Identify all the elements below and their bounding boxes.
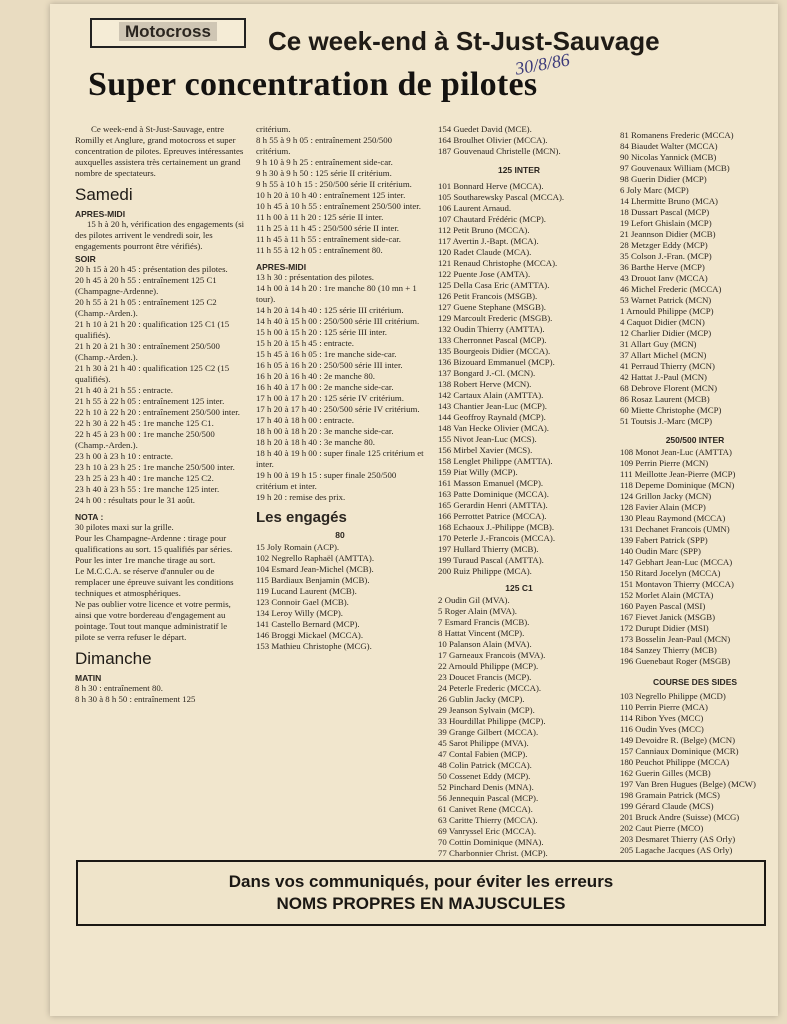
250-500-inter-heading: 250/500 INTER bbox=[665, 435, 725, 445]
list-item: 106 Laurent Arnaud. bbox=[438, 203, 512, 213]
list-item: 11 h 25 à 11 h 45 : 250/500 série II inter. bbox=[256, 223, 400, 233]
apres-midi-text: 15 h à 20 h, vérification des engagements (si des pilotes arrivent le vendredi soir, les engagements pourront être vérifiés). bbox=[75, 219, 245, 251]
list-item: 18 h 40 à 19 h 00 : super finale 125 critérium et inter. bbox=[256, 448, 424, 469]
banner-line-1: Dans vos communiqués, pour éviter les erreurs bbox=[228, 872, 614, 891]
list-item: 164 Broulhet Olivier (MCCA). bbox=[438, 135, 548, 145]
list-item: 144 Geoffroy Raynald (MCP). bbox=[438, 412, 546, 422]
soir-list bbox=[75, 264, 247, 506]
list-item: 205 Lagache Jacques (AS Orly) bbox=[620, 845, 733, 855]
list-item: 107 Chautard Frédéric (MCP). bbox=[438, 214, 546, 224]
dimanche-heading: Dimanche bbox=[75, 649, 152, 668]
list-80 bbox=[256, 542, 424, 652]
list-item: 8 h 55 à 9 h 05 : entraînement 250/500 critérium. bbox=[256, 135, 393, 156]
list-item: 23 h 40 à 23 h 55 : 1re manche 125 inter. bbox=[75, 484, 220, 494]
list-item: 10 h 20 à 10 h 40 : entraînement 125 inter. bbox=[256, 190, 406, 200]
list-item: 135 Bourgeois Didier (MCCA). bbox=[438, 346, 551, 356]
list-item: 6 Joly Marc (MCP) bbox=[620, 185, 689, 195]
list-item: 161 Masson Emanuel (MCP). bbox=[438, 478, 544, 488]
list-80-continued bbox=[438, 124, 600, 157]
list-item: 14 h 00 à 14 h 20 : 1re manche 80 (10 mn + 1 tour). bbox=[256, 283, 417, 304]
list-item: 139 Fabert Patrick (SPP) bbox=[620, 535, 708, 545]
list-item: 173 Bosselin Jean-Paul (MCN) bbox=[620, 634, 731, 644]
list-item: 16 h 40 à 17 h 00 : 2e manche side-car. bbox=[256, 382, 394, 392]
list-item: 21 h 20 à 21 h 30 : entraînement 250/500 (Champ.-Arden.). bbox=[75, 341, 220, 362]
list-item: 17 h 20 à 17 h 40 : 250/500 série IV critérium. bbox=[256, 404, 420, 414]
list-item: 125 Della Casa Eric (AMTTA). bbox=[438, 280, 550, 290]
list-item: 21 Jeannson Didier (MCB) bbox=[620, 229, 716, 239]
course-des-sides-heading: COURSE DES SIDES bbox=[652, 677, 738, 687]
list-item: 180 Peuchot Philippe (MCCA) bbox=[620, 757, 730, 767]
list-item: 127 Guene Stephane (MSGB). bbox=[438, 302, 546, 312]
list-item: 24 h 00 : résultats pour le 31 août. bbox=[75, 495, 195, 505]
list-item: 163 Patte Dominique (MCCA). bbox=[438, 489, 549, 499]
samedi-heading: Samedi bbox=[75, 185, 133, 204]
banner-line-2: NOMS PROPRES EN MAJUSCULES bbox=[276, 894, 566, 913]
list-item: 159 Piat Willy (MCP). bbox=[438, 467, 518, 477]
125-c1-heading: 125 C1 bbox=[505, 583, 533, 593]
list-item: 51 Toutsis J.-Marc (MCP) bbox=[620, 416, 713, 426]
list-item: 17 h 00 à 17 h 20 : 125 série IV critérium. bbox=[256, 393, 404, 403]
list-item: 4 Caquot Didier (MCN) bbox=[620, 317, 705, 327]
list-item: 23 h 10 à 23 h 25 : 1re manche 250/500 inter. bbox=[75, 462, 235, 472]
list-item: 21 h 55 à 22 h 05 : entraînement 125 inter. bbox=[75, 396, 225, 406]
list-item: 7 Esmard Francis (MCB). bbox=[438, 617, 530, 627]
list-item: 18 Dussart Pascal (MCP) bbox=[620, 207, 710, 217]
list-item: 149 Devoidre R. (Belge) (MCN) bbox=[620, 735, 736, 745]
list-item: 162 Guerin Gilles (MCB) bbox=[620, 768, 711, 778]
list-item: 70 Cottin Dominique (MNA). bbox=[438, 837, 544, 847]
list-item: 31 Allart Guy (MCN) bbox=[620, 339, 697, 349]
list-item: 10 h 45 à 10 h 55 : entraînement 250/500 inter. bbox=[256, 201, 421, 211]
list-item: 105 Southarewsky Pascal (MCCA). bbox=[438, 192, 565, 202]
list-item: 150 Ritard Jocelyn (MCCA) bbox=[620, 568, 721, 578]
list-item: 109 Perrin Pierre (MCN) bbox=[620, 458, 709, 468]
list-item: 201 Bruck Andre (Suisse) (MCG) bbox=[620, 812, 740, 822]
list-item: 22 h 10 à 22 h 20 : entraînement 250/500 inter. bbox=[75, 407, 240, 417]
list-item: 9 h 10 à 9 h 25 : entraînement side-car. bbox=[256, 157, 393, 167]
list-item: 147 Gebhart Jean-Luc (MCCA) bbox=[620, 557, 733, 567]
list-item: 20 h 55 à 21 h 05 : entraînement 125 C2 (Champ.-Arden.). bbox=[75, 297, 217, 318]
list-item: 2 Oudin Gil (MVA). bbox=[438, 595, 510, 605]
list-item: 154 Guedet David (MCE). bbox=[438, 124, 532, 134]
list-item: 158 Lenglet Philippe (AMTTA). bbox=[438, 456, 553, 466]
list-item: 111 Meillotte Jean-Pierre (MCP) bbox=[620, 469, 736, 479]
list-item: 155 Nivot Jean-Luc (MCS). bbox=[438, 434, 537, 444]
list-item: 13 h 30 : présentation des pilotes. bbox=[256, 272, 375, 282]
list-item: 69 Vanryssel Eric (MCCA). bbox=[438, 826, 537, 836]
list-item: 11 h 45 à 11 h 55 : entraînement side-car. bbox=[256, 234, 401, 244]
dimanche-afternoon-list bbox=[256, 272, 424, 503]
list-item: 21 h 10 à 21 h 20 : qualification 125 C1 (15 qualifiés). bbox=[75, 319, 230, 340]
list-item: 152 Morlet Alain (MCTA) bbox=[620, 590, 714, 600]
category-80-heading: 80 bbox=[335, 530, 345, 540]
list-item: 98 Guerin Didier (MCP) bbox=[620, 174, 707, 184]
list-item: 119 Lucand Laurent (MCB). bbox=[256, 586, 357, 596]
list-item: 9 h 55 à 10 h 15 : 250/500 série II critérium. bbox=[256, 179, 412, 189]
list-item: 90 Nicolas Yannick (MCB) bbox=[620, 152, 717, 162]
list-item: 121 Renaud Christophe (MCCA). bbox=[438, 258, 558, 268]
list-item: 56 Jennequin Pascal (MCP). bbox=[438, 793, 539, 803]
handwritten-date: 30/8/86 bbox=[513, 49, 572, 79]
list-item: 140 Oudin Marc (SPP) bbox=[620, 546, 701, 556]
list-item: 17 h 40 à 18 h 00 : entracte. bbox=[256, 415, 354, 425]
list-item: 16 h 05 à 16 h 20 : 250/500 série III inter. bbox=[256, 360, 403, 370]
list-250-500-inter bbox=[620, 447, 770, 667]
list-item: 60 Miette Christophe (MCP) bbox=[620, 405, 722, 415]
list-item: 118 Depeme Dominique (MCN) bbox=[620, 480, 735, 490]
list-item: 33 Hourdillat Philippe (MCP). bbox=[438, 716, 546, 726]
list-item: 129 Marcoult Frederic (MSGB). bbox=[438, 313, 553, 323]
list-item: 30 pilotes maxi sur la grille. bbox=[75, 522, 174, 532]
list-item: 1 Arnould Philippe (MCP) bbox=[620, 306, 714, 316]
list-item: 172 Durupt Didier (MSI) bbox=[620, 623, 709, 633]
list-item: 124 Grillon Jacky (MCN) bbox=[620, 491, 712, 501]
list-item: 197 Van Bren Hugues (Belge) (MCW) bbox=[620, 779, 756, 789]
list-item: 18 h 00 à 18 h 20 : 3e manche side-car. bbox=[256, 426, 394, 436]
list-item: 166 Perrottet Patrice (MCCA). bbox=[438, 511, 547, 521]
nota-list bbox=[75, 522, 247, 643]
list-item: 21 h 30 à 21 h 40 : qualification 125 C2 (15 qualifiés). bbox=[75, 363, 230, 384]
list-item: 97 Gouvenaux William (MCB) bbox=[620, 163, 730, 173]
list-item: 153 Mathieu Christophe (MCG). bbox=[256, 641, 372, 651]
list-item: 43 Drouot Ianv (MCCA) bbox=[620, 273, 708, 283]
dimanche-morning-list bbox=[256, 124, 424, 256]
list-item: 53 Warnet Patrick (MCN) bbox=[620, 295, 712, 305]
list-item: 200 Ruiz Philippe (MCA). bbox=[438, 566, 532, 576]
list-item: 128 Favier Alain (MCP) bbox=[620, 502, 706, 512]
intro-paragraph: Ce week-end à St-Just-Sauvage, entre Romilly et Anglure, grand motocross et super concentration de pilotes. Epreuves intéressantes auxquelles assistera très certainement un grand nombre de spectateurs. bbox=[75, 124, 244, 178]
125-inter-heading: 125 INTER bbox=[497, 165, 541, 175]
list-item: 19 h 20 : remise des prix. bbox=[256, 492, 346, 502]
list-item: 23 h 00 à 23 h 10 : entracte. bbox=[75, 451, 173, 461]
list-item: 199 Gérard Claude (MCS) bbox=[620, 801, 714, 811]
list-item: 68 Debrove Florent (MCN) bbox=[620, 383, 717, 393]
list-item: 77 Charbonnier Christ. (MCP). bbox=[438, 848, 548, 858]
list-item: 137 Bongard J.-Cl. (MCN). bbox=[438, 368, 536, 378]
list-item: 116 Oudin Yves (MCC) bbox=[620, 724, 704, 734]
list-sides bbox=[620, 691, 770, 856]
list-item: 20 h 45 à 20 h 55 : entraînement 125 C1 (Champagne-Ardenne). bbox=[75, 275, 217, 296]
list-item: Ne pas oublier votre licence et votre permis, ainsi que votre bordereau d'engagement au pointage. Tout tout manque administratif le pilote se verra refuser le départ. bbox=[75, 599, 231, 642]
list-item: 8 Hattat Vincent (MCP). bbox=[438, 628, 525, 638]
list-item: 198 Gramain Patrick (MCS) bbox=[620, 790, 720, 800]
list-125-c1 bbox=[438, 595, 600, 870]
list-item: 19 Lefort Ghislain (MCP) bbox=[620, 218, 712, 228]
list-item: 170 Peterle J.-Francois (MCCA). bbox=[438, 533, 556, 543]
list-item: 202 Caut Pierre (MCO) bbox=[620, 823, 704, 833]
list-item: 151 Montavon Thierry (MCCA) bbox=[620, 579, 734, 589]
list-item: 50 Cossenet Eddy (MCP). bbox=[438, 771, 531, 781]
list-item: 37 Allart Michel (MCN) bbox=[620, 350, 707, 360]
list-item: 15 h 45 à 16 h 05 : 1re manche side-car. bbox=[256, 349, 397, 359]
list-item: 20 h 15 à 20 h 45 : présentation des pilotes. bbox=[75, 264, 228, 274]
list-item: 146 Broggi Mickael (MCCA). bbox=[256, 630, 364, 640]
section-tag: Motocross bbox=[90, 18, 246, 48]
list-item: 39 Grange Gilbert (MCCA). bbox=[438, 727, 539, 737]
list-item: 103 Negrello Philippe (MCD) bbox=[620, 691, 726, 701]
list-item: 19 h 00 à 19 h 15 : super finale 250/500 critérium et inter. bbox=[256, 470, 397, 491]
matin-heading: MATIN bbox=[75, 673, 102, 683]
list-item: 11 h 55 à 12 h 05 : entraînement 80. bbox=[256, 245, 383, 255]
list-item: 61 Canivet Rene (MCCA). bbox=[438, 804, 533, 814]
list-item: 86 Rosaz Laurent (MCB) bbox=[620, 394, 710, 404]
list-item: 148 Van Hecke Olivier (MCA). bbox=[438, 423, 549, 433]
list-item: 17 Garneaux Francois (MVA). bbox=[438, 650, 546, 660]
list-item: 24 Peterle Frederic (MCCA). bbox=[438, 683, 542, 693]
list-item: 168 Echaoux J.-Philippe (MCB). bbox=[438, 522, 555, 532]
list-item: 8 h 30 : entraînement 80. bbox=[75, 683, 163, 693]
list-item: 203 Desmaret Thierry (AS Orly) bbox=[620, 834, 736, 844]
list-item: 115 Bardiaux Benjamin (MCB). bbox=[256, 575, 370, 585]
list-item: 112 Petit Bruno (MCCA). bbox=[438, 225, 530, 235]
list-item: 131 Dechanet Francois (UMN) bbox=[620, 524, 730, 534]
list-item: 108 Monot Jean-Luc (AMTTA) bbox=[620, 447, 732, 457]
list-item: 167 Fievet Janick (MSGB) bbox=[620, 612, 716, 622]
list-item: 160 Payen Pascal (MSI) bbox=[620, 601, 706, 611]
list-item: 52 Pinchard Denis (MNA). bbox=[438, 782, 534, 792]
list-item: 142 Cartaux Alain (AMTTA). bbox=[438, 390, 544, 400]
list-item: 196 Guenebaut Roger (MSGB) bbox=[620, 656, 731, 666]
list-item: 23 Doucet Francis (MCP). bbox=[438, 672, 532, 682]
apres-midi-heading-2: APRES-MIDI bbox=[256, 262, 307, 272]
list-item: 36 Barthe Herve (MCP) bbox=[620, 262, 705, 272]
list-item: 110 Perrin Pierre (MCA) bbox=[620, 702, 708, 712]
list-item: 197 Hullard Thierry (MCB). bbox=[438, 544, 539, 554]
list-item: 81 Romanens Frederic (MCCA) bbox=[620, 130, 734, 140]
list-item: 21 h 40 à 21 h 55 : entracte. bbox=[75, 385, 173, 395]
list-item: 14 h 20 à 14 h 40 : 125 série III critérium. bbox=[256, 305, 404, 315]
list-item: 14 Lhermitte Bruno (MCA) bbox=[620, 196, 718, 206]
list-item: 28 Metzger Eddy (MCP) bbox=[620, 240, 708, 250]
list-item: 11 h 00 à 11 h 20 : 125 série II inter. bbox=[256, 212, 384, 222]
list-item: 123 Connoir Gael (MCB). bbox=[256, 597, 349, 607]
list-item: 48 Colin Patrick (MCCA). bbox=[438, 760, 532, 770]
list-item: 23 h 25 à 23 h 40 : 1re manche 125 C2. bbox=[75, 473, 214, 483]
list-item: 22 Arnould Philippe (MCP). bbox=[438, 661, 539, 671]
list-item: 134 Leroy Willy (MCP). bbox=[256, 608, 343, 618]
list-item: 187 Gouvenaud Christelle (MCN). bbox=[438, 146, 561, 156]
nota-heading: NOTA : bbox=[75, 512, 104, 522]
list-item: 35 Colson J.-Fran. (MCP) bbox=[620, 251, 712, 261]
list-item: 15 h 00 à 15 h 20 : 125 série III inter. bbox=[256, 327, 387, 337]
list-item: 143 Chantier Jean-Luc (MCP). bbox=[438, 401, 547, 411]
list-item: critérium. bbox=[256, 124, 291, 134]
list-125-c2 bbox=[620, 130, 770, 427]
column-1 bbox=[75, 124, 247, 705]
engages-heading: Les engagés bbox=[256, 509, 347, 526]
list-item: 63 Caritte Thierry (MCCA). bbox=[438, 815, 538, 825]
notice-banner bbox=[76, 860, 766, 926]
list-item: 117 Avertin J.-Bapt. (MCA). bbox=[438, 236, 539, 246]
list-item: 46 Michel Frederic (MCCA) bbox=[620, 284, 722, 294]
list-item: 132 Oudin Thierry (AMTTA). bbox=[438, 324, 545, 334]
list-item: 12 Charlier Didier (MCP) bbox=[620, 328, 712, 338]
list-item: 84 Biaudet Walter (MCCA) bbox=[620, 141, 718, 151]
list-item: 9 h 30 à 9 h 50 : 125 série II critérium. bbox=[256, 168, 392, 178]
list-item: 156 Mirbel Xavier (MCS). bbox=[438, 445, 533, 455]
list-item: 15 Joly Romain (ACP). bbox=[256, 542, 340, 552]
list-item: 141 Castello Bernard (MCP). bbox=[256, 619, 360, 629]
headline: Ce week-end à St-Just-Sauvage bbox=[268, 26, 660, 56]
column-3 bbox=[438, 124, 600, 870]
list-item: 136 Bizouard Emmanuel (MCP). bbox=[438, 357, 555, 367]
list-item: 165 Gerardin Henri (AMTTA). bbox=[438, 500, 548, 510]
soir-heading: SOIR bbox=[75, 254, 96, 264]
list-item: 184 Sanzey Thierry (MCB) bbox=[620, 645, 717, 655]
list-item: 26 Gublin Jacky (MCP). bbox=[438, 694, 525, 704]
list-item: 29 Jeanson Sylvain (MCP). bbox=[438, 705, 535, 715]
list-item: 133 Cherronnet Pascal (MCP). bbox=[438, 335, 547, 345]
list-item: 22 h 45 à 23 h 00 : 1re manche 250/500 (Champ.-Arden.). bbox=[75, 429, 215, 450]
page-title: Super concentration de pilotes bbox=[88, 66, 538, 103]
list-item: 130 Pleau Raymond (MCCA) bbox=[620, 513, 726, 523]
list-item: 42 Hattat J.-Paul (MCN) bbox=[620, 372, 707, 382]
list-item: 104 Esmard Jean-Michel (MCB). bbox=[256, 564, 374, 574]
list-item: 45 Sarot Philippe (MVA). bbox=[438, 738, 529, 748]
list-item: 22 h 30 à 22 h 45 : 1re manche 125 C1. bbox=[75, 418, 214, 428]
list-item: 101 Bonnard Herve (MCCA). bbox=[438, 181, 544, 191]
list-item: 5 Roger Alain (MVA). bbox=[438, 606, 518, 616]
list-item: 10 Palanson Alain (MVA). bbox=[438, 639, 532, 649]
list-item: Le M.C.C.A. se réserve d'annuler ou de remplacer une épreuve suivant les conditions techniques et atmosphériques. bbox=[75, 566, 234, 598]
list-item: 18 h 20 à 18 h 40 : 3e manche 80. bbox=[256, 437, 375, 447]
list-item: 138 Robert Herve (MCN). bbox=[438, 379, 532, 389]
list-item: 15 h 20 à 15 h 45 : entracte. bbox=[256, 338, 354, 348]
apres-midi-heading: APRES-MIDI bbox=[75, 209, 126, 219]
list-item: Pour les inter 1re manche tirage au sort. bbox=[75, 555, 216, 565]
list-item: 41 Perraud Thierry (MCN) bbox=[620, 361, 715, 371]
column-2 bbox=[256, 124, 424, 652]
list-item: Pour les Champagne-Ardenne : tirage pour qualifications au sort. 15 qualifiés par séries. bbox=[75, 533, 233, 554]
column-4 bbox=[620, 130, 770, 856]
list-item: 47 Contal Fabien (MCP). bbox=[438, 749, 528, 759]
list-item: 122 Puente Jose (AMTA). bbox=[438, 269, 531, 279]
list-item: 16 h 20 à 16 h 40 : 2e manche 80. bbox=[256, 371, 375, 381]
list-125-inter bbox=[438, 181, 600, 577]
list-item: 14 h 40 à 15 h 00 : 250/500 série III critérium. bbox=[256, 316, 420, 326]
list-item: 157 Canniaux Dominique (MCR) bbox=[620, 746, 739, 756]
list-item: 102 Negrello Raphaël (AMTTA). bbox=[256, 553, 375, 563]
list-item: 126 Petit Francois (MSGB). bbox=[438, 291, 538, 301]
list-item: 120 Radet Claude (MCA). bbox=[438, 247, 532, 257]
list-item: 199 Turaud Pascal (AMTTA). bbox=[438, 555, 544, 565]
list-item: 8 h 30 à 8 h 50 : entraînement 125 bbox=[75, 694, 196, 704]
list-item: 114 Ribon Yves (MCC) bbox=[620, 713, 704, 723]
